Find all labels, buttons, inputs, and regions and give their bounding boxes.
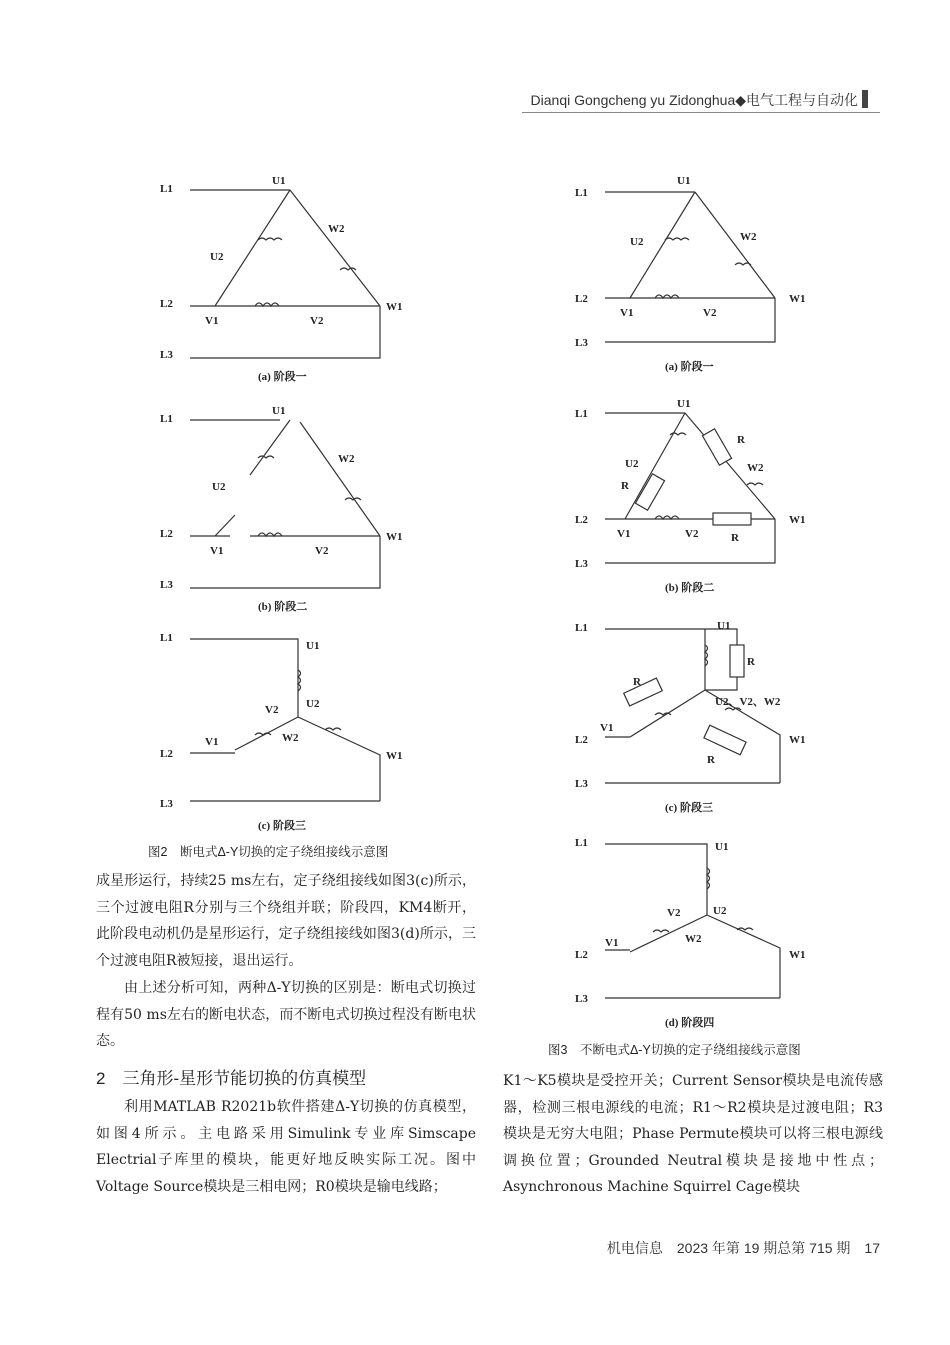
label-L3: L3 [575,558,588,570]
winding-U2: U2 [625,458,639,470]
fig2-caption: 图2 断电式Δ-Y切换的定子绕组接线示意图 [148,845,389,859]
winding-W1: W1 [386,750,403,762]
label-L2: L2 [160,528,173,540]
left-paragraph-3: 利用MATLAB R2021b软件搭建Δ-Y切换的仿真模型，如图4所示。主电路采用Simulink专业库Simscape Electrial子库里的模块，能更好地反映实际工况。图中Voltage Source模块是三相电网；R0模块是输电线路； [96,1099,476,1195]
label-L2: L2 [575,734,588,746]
winding-V1: V1 [205,736,219,748]
label-L3: L3 [160,349,173,361]
fig2-diagram-a [160,170,403,390]
winding-U1: U1 [717,620,731,632]
winding-W2: W2 [685,933,702,945]
winding-W2: W2 [747,462,764,474]
winding-V1: V1 [620,307,634,319]
winding-V2: V2 [315,545,329,557]
winding-V1: V1 [617,528,631,540]
label-L1: L1 [575,622,588,634]
winding-U2: U2 [306,698,320,710]
winding-W1: W1 [386,301,403,313]
left-paragraph-1: 成星形运行，持续25 ms左右，定子绕组接线如图3(c)所示，三个过渡电阻R分别与三个绕组并联；阶段四，KM4断开，此阶段电动机仍是星形运行，定子绕组接线如图3(d)所示，三个过渡电阻R被短接，退出运行。 [96,873,476,969]
label-L3: L3 [575,337,588,349]
winding-W2: W2 [338,453,355,465]
fig3-diagram-d [575,830,815,1035]
stage-label: (a) 阶段一 [258,371,307,383]
winding-W2: W2 [740,231,757,243]
winding-W1: W1 [789,949,806,961]
resistor [730,645,744,677]
label-L2: L2 [575,949,588,961]
resistor-label: R [621,480,629,492]
label-L3: L3 [575,778,588,790]
fig2-diagram-c [160,625,403,840]
stage-label: (a) 阶段一 [665,361,714,373]
winding-V1: V1 [600,722,614,734]
winding-U1: U1 [272,175,286,187]
resistor-label: R [731,532,739,544]
winding-W1: W1 [789,734,806,746]
winding-V1: V1 [205,315,219,327]
winding-U1: U1 [272,405,286,417]
fig2-diagram-b [160,400,403,620]
resistor [624,678,663,706]
winding-W2: W2 [282,732,299,744]
winding-V2: V2 [685,528,699,540]
winding-U1: U1 [306,640,320,652]
header-bar [862,90,868,108]
resistor [704,725,746,755]
resistor-label: R [747,656,755,668]
winding-V1: V1 [210,545,224,557]
winding-U1: U1 [677,175,691,187]
label-L3: L3 [160,798,173,810]
winding-V2: V2 [703,307,717,319]
winding-U1: U1 [677,398,691,410]
label-L3: L3 [160,579,173,591]
winding-W1: W1 [386,531,403,543]
winding-U2: U2 [212,481,226,493]
winding-W1: W1 [789,514,806,526]
label-L1: L1 [575,187,588,199]
label-L1: L1 [160,183,173,195]
stage-label: (c) 阶段三 [665,802,713,814]
left-paragraph-2: 由上述分析可知，两种Δ-Y切换的区别是：断电式切换过程有50 ms左右的断电状态，而不断电式切换过程没有断电状态。 [96,980,476,1049]
winding-V2: V2 [265,704,279,716]
winding-U2V2W2: U2、V2、W2 [715,696,781,708]
resistor-label: R [633,676,641,688]
section-heading: 2 三角形-星形节能切换的仿真模型 [96,1069,367,1088]
fig3-diagram-a [575,170,815,375]
label-L1: L1 [160,632,173,644]
label-L1: L1 [575,837,588,849]
stage-label: (b) 阶段二 [665,582,715,594]
winding-U2: U2 [630,236,644,248]
stage-label: (c) 阶段三 [258,820,306,832]
label-L3: L3 [575,993,588,1005]
label-L2: L2 [160,298,173,310]
fig3-caption: 图3 不断电式Δ-Y切换的定子绕组接线示意图 [548,1043,801,1057]
label-L2: L2 [575,514,588,526]
header-rule [522,112,880,113]
resistor [713,513,751,525]
winding-U1: U1 [715,841,729,853]
resistor-label: R [737,434,745,446]
winding-V1: V1 [605,937,619,949]
fig3-diagram-b [575,395,815,600]
label-L1: L1 [575,408,588,420]
stage-label: (d) 阶段四 [665,1017,715,1029]
winding-U2: U2 [210,251,224,263]
label-L2: L2 [575,293,588,305]
page-footer: 机电信息 2023 年第 19 期总第 715 期 17 [606,1240,880,1256]
label-L2: L2 [160,748,173,760]
winding-U2: U2 [713,905,727,917]
resistor-label: R [707,754,715,766]
right-paragraph-1: K1～K5模块是受控开关；Current Sensor模块是电流传感器，检测三根电源线的电流；R1～R2模块是过渡电阻；R3模块是无穷大电阻；Phase Permute模块可以将三根电源线调换位置；Grounded Neutral模块是接地中性点；Asynchronous Machine Squirrel Cage模块 [503,1073,883,1195]
resistor [702,429,731,465]
winding-V2: V2 [667,907,681,919]
winding-W2: W2 [328,223,345,235]
winding-V2: V2 [310,315,324,327]
label-L1: L1 [160,413,173,425]
running-header: Dianqi Gongcheng yu Zidonghua◆电气工程与自动化 [531,90,868,110]
winding-W1: W1 [789,293,806,305]
fig3-diagram-c [575,615,815,820]
stage-label: (b) 阶段二 [258,601,308,613]
